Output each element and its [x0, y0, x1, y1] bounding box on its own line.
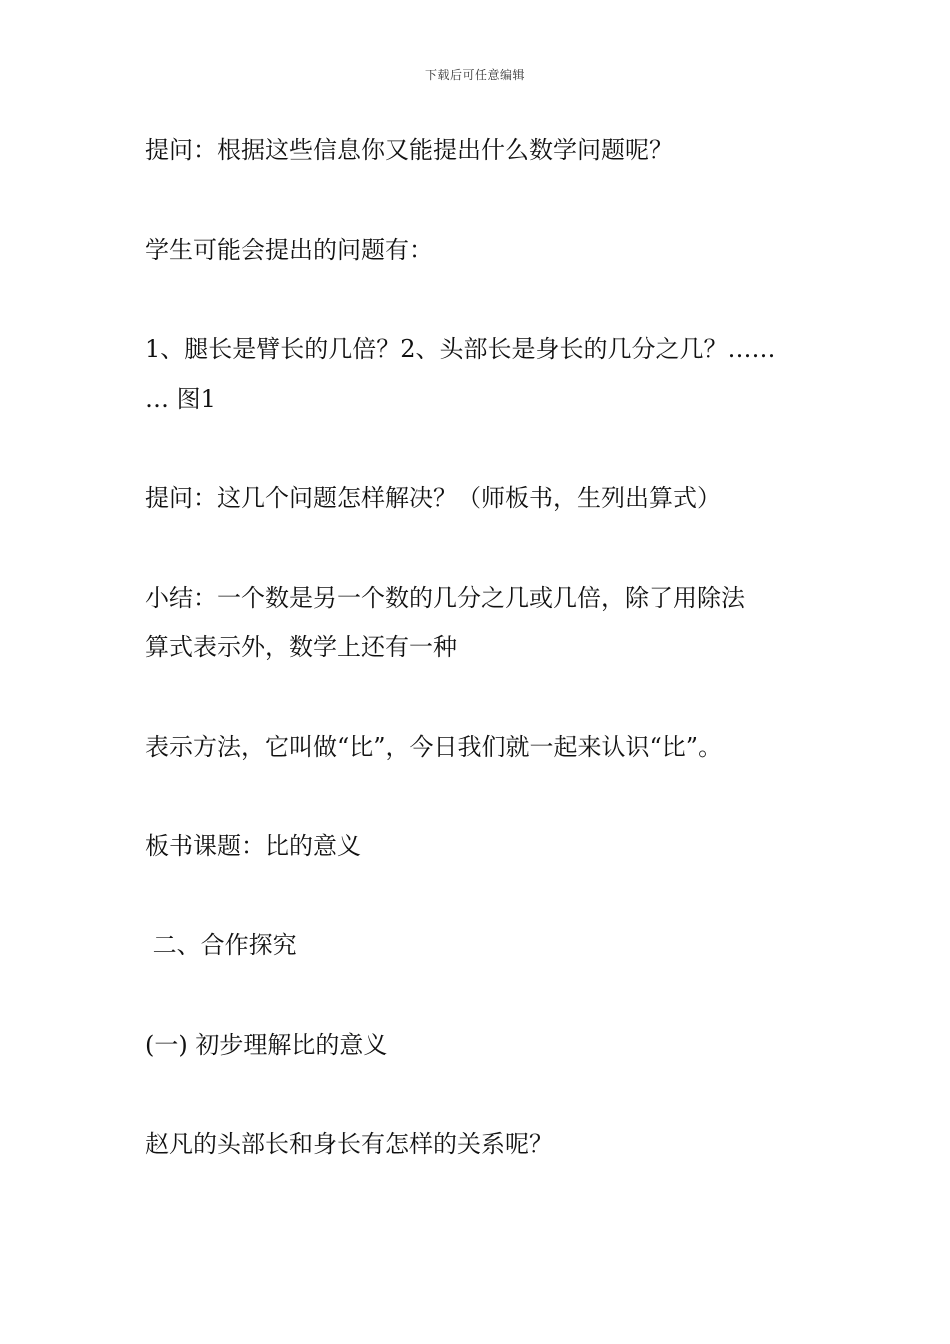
closing-question: 赵凡的头部长和身长有怎样的关系呢？ — [145, 1130, 553, 1158]
page-header: 下载后可任意编辑 — [424, 68, 525, 82]
student-questions-line-2: … 图1 — [145, 385, 216, 413]
summary-line-3: 表示方法，它叫做“比”，今日我们就一起来认识“比”。 — [145, 733, 723, 761]
solve-prompt: 提问：这几个问题怎样解决？（师板书，生列出算式） — [145, 484, 721, 512]
student-questions-line-1: 1、腿长是臂长的几倍？2、头部长是身长的几分之几？…… — [145, 335, 776, 363]
summary-line-1: 小结：一个数是另一个数的几分之几或几倍，除了用除法 — [145, 584, 745, 612]
student-questions-intro: 学生可能会提出的问题有： — [145, 236, 433, 264]
section-heading: 二、合作探究 — [145, 931, 297, 959]
summary-line-2: 算式表示外，数学上还有一种 — [145, 633, 457, 661]
board-title: 板书课题：比的意义 — [145, 832, 361, 860]
subsection-heading: (一) 初步理解比的意义 — [145, 1031, 388, 1059]
question-prompt: 提问：根据这些信息你又能提出什么数学问题呢？ — [145, 136, 673, 164]
